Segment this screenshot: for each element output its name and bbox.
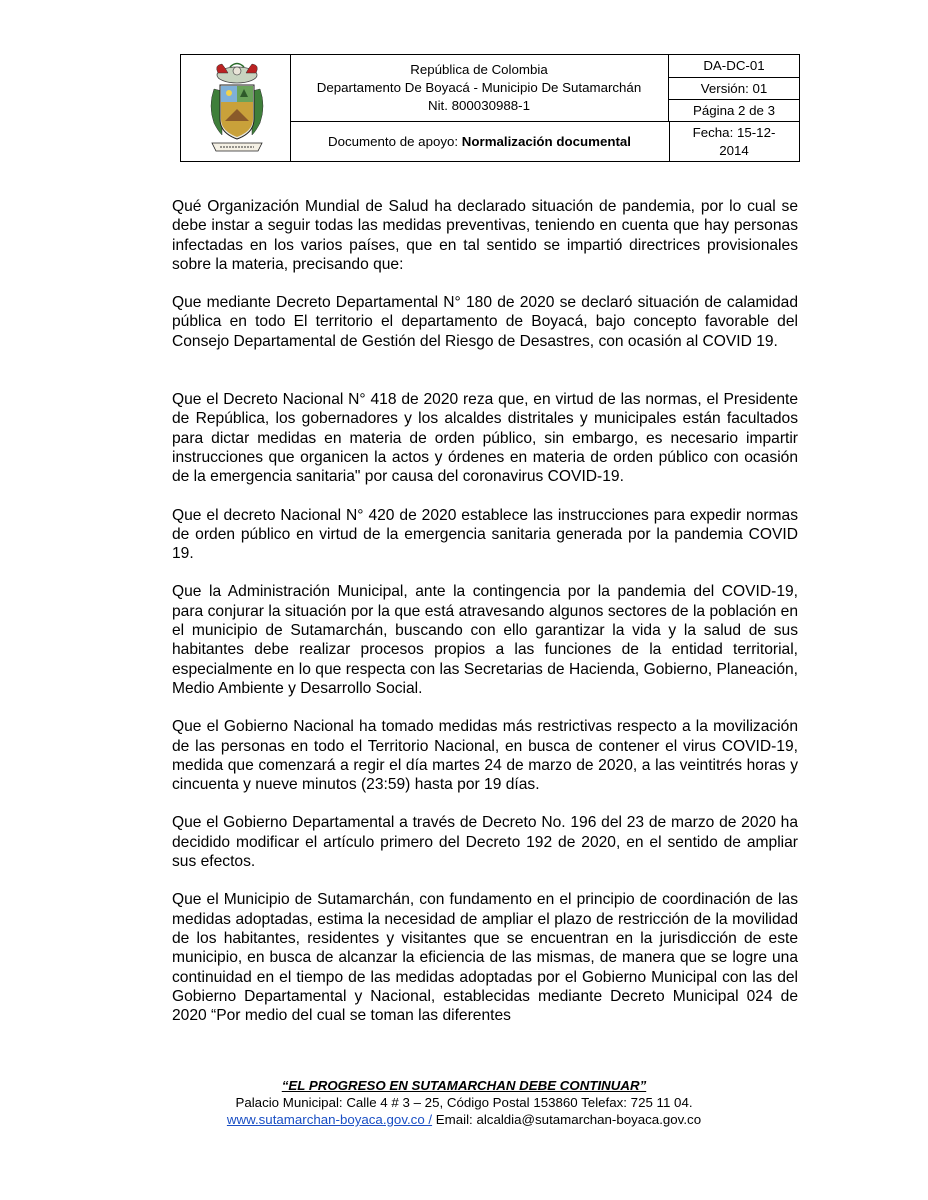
paragraph-5: Que la Administración Municipal, ante la contingencia por la pandemia del COVID-19, para conjurar la situación por la que está atravesando algunos sectores de la población en el municipio de Sutamarchán, buscando con ello garantizar la vida y la salud de sus habitantes debe realizar procesos propios a las funciones de la entidad territorial, especialmente en lo que respecta con las Secretarias de Hacienda, Gobierno, Planeación, Medio Ambiente y Desarrollo Social.	[172, 583, 798, 697]
institution-line-1: República de Colombia	[410, 62, 548, 77]
logo-cell	[181, 55, 291, 161]
document-type-cell	[290, 122, 670, 161]
institution-block	[290, 55, 669, 122]
document-date: Fecha: 15-12-2014	[692, 125, 776, 158]
document-code: DA-DC-01	[669, 55, 799, 78]
document-version: Versión: 01	[669, 78, 799, 100]
paragraph-2: Que mediante Decreto Departamental N° 180 de 2020 se declaró situación de calamidad pública en todo El territorio el departamento de Boyacá, bajo concepto favorable del Consejo Departamental de Gestión del Riesgo de Desastres, con ocasión al COVID 19.	[172, 294, 798, 350]
document-type-value: Normalización documental	[461, 134, 631, 149]
paragraph-3: Que el Decreto Nacional N° 418 de 2020 reza que, en virtud de las normas, el Presidente de República, los gobernadores y los alcaldes distritales y municipales están facultados para dictar medidas en materia de orden público, sin embargo, es necesario impartir instrucciones que organicen la actos y órdenes en materia de orden público con ocasión de la emergencia sanitaria" por causa del coronavirus COVID-19.	[172, 391, 798, 486]
page-footer	[0, 1077, 928, 1128]
paragraph-4: Que el decreto Nacional N° 420 de 2020 establece las instrucciones para expedir normas de orden público en virtud de la emergencia sanitaria generada por la pandemia COVID 19.	[172, 506, 798, 563]
paragraph-1: Qué Organización Mundial de Salud ha declarado situación de pandemia, por lo cual se debe instar a seguir todas las medidas preventivas, teniendo en cuenta que hay personas infectadas en los varios países, que en tal sentido se impartió directrices provisionales sobre la materia, precisando que:	[172, 198, 798, 273]
footer-slogan: “EL PROGRESO EN SUTAMARCHAN DEBE CONTINUAR”	[281, 1078, 647, 1093]
municipal-coat-of-arms-icon	[208, 61, 266, 155]
footer-contact	[0, 1111, 928, 1128]
institution-line-2: Departamento De Boyacá - Municipio De Sutamarchán	[316, 80, 642, 95]
paragraph-7: Que el Gobierno Departamental a través de Decreto No. 196 del 23 de marzo de 2020 ha decidido modificar el artículo primero del Decreto 192 de 2020, en el sentido de ampliar sus efectos.	[172, 814, 798, 871]
document-body	[172, 197, 798, 1025]
paragraph-6: Que el Gobierno Nacional ha tomado medidas más restrictivas respecto a la movilización de las personas en todo el Territorio Nacional, en busca de contener el virus COVID-19, medida que comenzará a regir el día martes 24 de marzo de 2020, a las veintitrés horas y cincuenta y nueve minutos (23:59) hasta por 19 días.	[172, 718, 798, 794]
website-link[interactable]: www.sutamarchan-boyaca.gov.co /	[226, 1112, 433, 1127]
document-type-label: Documento de apoyo:	[328, 134, 462, 149]
footer-email: Email: alcaldia@sutamarchan-boyaca.gov.co	[432, 1112, 702, 1127]
page-number: Página 2 de 3	[669, 100, 799, 122]
footer-address: Palacio Municipal: Calle 4 # 3 – 25, Código Postal 153860 Telefax: 725 11 04.	[235, 1095, 693, 1110]
paragraph-8: Que el Municipio de Sutamarchán, con fundamento en el principio de coordinación de las medidas adoptadas, estima la necesidad de ampliar el plazo de restricción de la movilidad de los habitantes, residentes y visitantes que se encuentran en la jurisdicción de este municipio, en busca de alcanzar la eficiencia de las mismas, de manera que se logre una continuidad en el tiempo de las medidas adoptadas por el Gobierno Municipal con las del Gobierno Departamental y Nacional, establecidas mediante Decreto Municipal 024 de 2020 “Por medio del cual se toman las diferentes	[172, 891, 798, 1025]
document-header-table	[180, 54, 800, 162]
institution-line-3: Nit. 800030988-1	[427, 98, 531, 113]
